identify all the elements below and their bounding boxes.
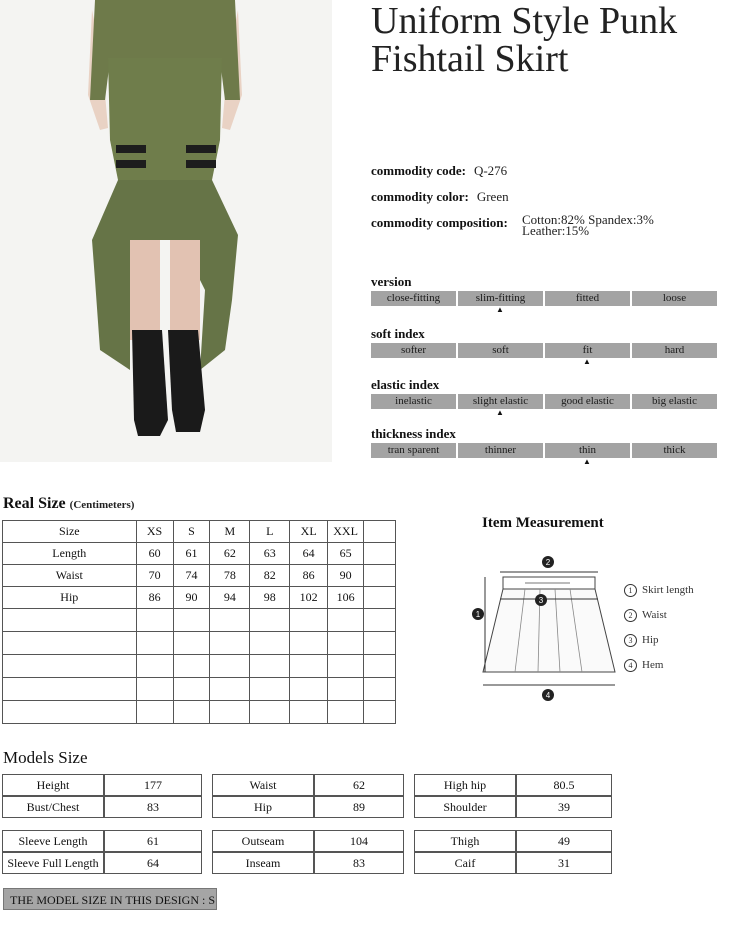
soft-index-label: soft index: [371, 326, 425, 341]
soft-index-option: soft: [458, 343, 543, 358]
real-size-cell: [328, 655, 364, 678]
thickness-index-option: thinner: [458, 443, 543, 458]
measurement-legend: [624, 578, 694, 678]
real-size-cell: [173, 609, 210, 632]
version-bar: [371, 291, 717, 306]
models-table-1: [2, 774, 612, 818]
real-size-cell: [328, 609, 364, 632]
real-size-row: [3, 543, 396, 565]
real-size-cell: 64: [290, 543, 328, 565]
models-key-cell: Outseam: [212, 830, 314, 852]
models-table-2: [2, 830, 612, 874]
real-size-heading: [3, 495, 134, 513]
real-size-cell: 60: [136, 543, 173, 565]
models-key-cell: Caif: [414, 852, 516, 874]
models-gap: [202, 830, 212, 852]
real-size-cell: 106: [328, 587, 364, 609]
real-size-cell: [210, 609, 250, 632]
marker-3-label: 3: [538, 596, 544, 605]
soft-index-marker-icon: ▲: [583, 357, 591, 366]
real-size-cell: [3, 701, 137, 724]
models-value-cell: 61: [104, 830, 202, 852]
models-key-cell: Bust/Chest: [2, 796, 104, 818]
skirt-model-illustration: [0, 0, 332, 462]
models-gap: [202, 852, 212, 874]
real-size-cell: [3, 609, 137, 632]
marker-4-label: 4: [545, 691, 551, 700]
real-size-cell: Waist: [3, 565, 137, 587]
real-size-cell: [3, 678, 137, 701]
models-gap: [404, 830, 414, 852]
real-size-cell: 86: [290, 565, 328, 587]
real-size-cell: Length: [3, 543, 137, 565]
product-title-line1: Uniform Style Punk: [371, 0, 678, 42]
real-size-cell: 78: [210, 565, 250, 587]
commodity-color-row: [371, 188, 509, 206]
legend-item: [624, 603, 694, 628]
models-key-cell: Sleeve Length: [2, 830, 104, 852]
commodity-composition-label: commodity composition:: [371, 215, 508, 230]
real-size-header-cell: Size: [3, 521, 137, 543]
real-size-cell: [250, 632, 290, 655]
real-size-cell: [173, 678, 210, 701]
real-size-cell: [328, 701, 364, 724]
legend-item: [624, 653, 694, 678]
real-size-row: [3, 701, 396, 724]
commodity-composition-value: [522, 214, 654, 236]
commodity-code-value: Q-276: [473, 163, 508, 178]
models-gap: [404, 796, 414, 818]
real-size-unit: (Centimeters): [69, 499, 135, 511]
real-size-cell: 62: [210, 543, 250, 565]
thickness-index-option: tran sparent: [371, 443, 456, 458]
real-size-header-row: [3, 521, 396, 543]
legend-number: 1: [624, 584, 637, 597]
real-size-row: [3, 678, 396, 701]
marker-2-label: 2: [545, 558, 551, 567]
soft-index-option: fit: [545, 343, 630, 358]
models-row: [2, 774, 612, 796]
elastic-index-marker-icon: ▲: [496, 408, 504, 417]
real-size-cell: [290, 632, 328, 655]
real-size-header-cell: L: [250, 521, 290, 543]
real-size-cell: [173, 701, 210, 724]
commodity-color-label: commodity color:: [371, 189, 469, 204]
real-size-cell: [364, 701, 396, 724]
elastic-index-label: elastic index: [371, 377, 440, 392]
thickness-index-option: thick: [632, 443, 717, 458]
real-size-row: [3, 632, 396, 655]
legend-item: [624, 628, 694, 653]
legend-number: 2: [624, 609, 637, 622]
models-value-cell: 39: [516, 796, 612, 818]
skirt-diagram: [470, 552, 620, 702]
real-size-cell: 63: [250, 543, 290, 565]
models-value-cell: 31: [516, 852, 612, 874]
models-value-cell: 64: [104, 852, 202, 874]
real-size-header-cell: M: [210, 521, 250, 543]
commodity-code-label: commodity code:: [371, 163, 466, 178]
product-title-line2: Fishtail Skirt: [371, 38, 569, 80]
real-size-row: [3, 609, 396, 632]
models-key-cell: Shoulder: [414, 796, 516, 818]
product-title: [371, 2, 677, 78]
real-size-cell: [364, 565, 396, 587]
real-size-header-cell: XL: [290, 521, 328, 543]
legend-label: Hem: [642, 659, 664, 671]
thickness-index-label: thickness index: [371, 426, 456, 441]
legend-number: 3: [624, 634, 637, 647]
version-option: slim-fitting: [458, 291, 543, 306]
models-key-cell: Hip: [212, 796, 314, 818]
product-photo: [0, 0, 332, 462]
real-size-cell: 90: [328, 565, 364, 587]
models-value-cell: 80.5: [516, 774, 612, 796]
real-size-cell: [210, 655, 250, 678]
real-size-cell: [328, 632, 364, 655]
real-size-cell: [364, 587, 396, 609]
models-value-cell: 49: [516, 830, 612, 852]
models-key-cell: Thigh: [414, 830, 516, 852]
real-size-cell: [290, 609, 328, 632]
real-size-cell: [136, 655, 173, 678]
legend-label: Skirt length: [642, 584, 694, 596]
real-size-cell: [364, 609, 396, 632]
models-key-cell: Sleeve Full Length: [2, 852, 104, 874]
real-size-cell: 65: [328, 543, 364, 565]
version-option: fitted: [545, 291, 630, 306]
real-size-cell: [136, 609, 173, 632]
real-size-cell: [3, 632, 137, 655]
legend-label: Hip: [642, 634, 659, 646]
thickness-index-bar: [371, 443, 717, 458]
models-value-cell: 83: [314, 852, 404, 874]
real-size-cell: [250, 609, 290, 632]
real-size-cell: [173, 655, 210, 678]
models-value-cell: 62: [314, 774, 404, 796]
real-size-cell: [290, 678, 328, 701]
real-size-cell: [328, 678, 364, 701]
real-size-cell: 61: [173, 543, 210, 565]
models-key-cell: Height: [2, 774, 104, 796]
real-size-cell: [210, 632, 250, 655]
soft-index-bar: [371, 343, 717, 358]
model-size-note: THE MODEL SIZE IN THIS DESIGN : S: [3, 888, 217, 910]
version-label: version: [371, 274, 412, 289]
models-gap: [404, 774, 414, 796]
elastic-index-option: slight elastic: [458, 394, 543, 409]
real-size-cell: [136, 678, 173, 701]
commodity-color-value: Green: [476, 189, 509, 204]
thickness-index-option: thin: [545, 443, 630, 458]
real-size-cell: [3, 655, 137, 678]
real-size-cell: [290, 701, 328, 724]
legend-item: [624, 578, 694, 603]
models-value-cell: 89: [314, 796, 404, 818]
real-size-row: [3, 587, 396, 609]
real-size-cell: 82: [250, 565, 290, 587]
models-gap: [404, 852, 414, 874]
real-size-header-cell: [364, 521, 396, 543]
thickness-index-marker-icon: ▲: [583, 457, 591, 466]
commodity-composition-row: [371, 214, 508, 232]
models-gap: [202, 796, 212, 818]
real-size-cell: [250, 701, 290, 724]
models-row: [2, 796, 612, 818]
item-measurement-title: Item Measurement: [482, 515, 604, 531]
real-size-cell: 90: [173, 587, 210, 609]
models-value-cell: 177: [104, 774, 202, 796]
version-option: loose: [632, 291, 717, 306]
real-size-cell: 70: [136, 565, 173, 587]
real-size-cell: [173, 632, 210, 655]
real-size-header-cell: XS: [136, 521, 173, 543]
real-size-cell: Hip: [3, 587, 137, 609]
commodity-code-row: [371, 162, 507, 180]
real-size-cell: [136, 632, 173, 655]
real-size-cell: [364, 655, 396, 678]
version-marker-icon: ▲: [496, 305, 504, 314]
elastic-index-option: big elastic: [632, 394, 717, 409]
soft-index-option: softer: [371, 343, 456, 358]
real-size-cell: 94: [210, 587, 250, 609]
real-size-title: Real Size: [3, 495, 66, 512]
models-value-cell: 83: [104, 796, 202, 818]
models-row: [2, 830, 612, 852]
real-size-row: [3, 655, 396, 678]
models-gap: [202, 774, 212, 796]
real-size-cell: [364, 543, 396, 565]
models-row: [2, 852, 612, 874]
models-key-cell: Inseam: [212, 852, 314, 874]
real-size-cell: [364, 632, 396, 655]
models-value-cell: 104: [314, 830, 404, 852]
models-key-cell: Waist: [212, 774, 314, 796]
real-size-cell: [250, 655, 290, 678]
elastic-index-bar: [371, 394, 717, 409]
real-size-cell: 98: [250, 587, 290, 609]
real-size-cell: [250, 678, 290, 701]
real-size-cell: 86: [136, 587, 173, 609]
real-size-header-cell: S: [173, 521, 210, 543]
real-size-cell: [364, 678, 396, 701]
elastic-index-option: inelastic: [371, 394, 456, 409]
real-size-cell: [210, 678, 250, 701]
real-size-cell: [290, 655, 328, 678]
legend-number: 4: [624, 659, 637, 672]
models-key-cell: High hip: [414, 774, 516, 796]
composition-line1: Cotton:82% Spandex:3%: [522, 212, 654, 227]
real-size-header-cell: XXL: [328, 521, 364, 543]
version-option: close-fitting: [371, 291, 456, 306]
real-size-row: [3, 565, 396, 587]
real-size-cell: [210, 701, 250, 724]
composition-line2: Leather:15%: [522, 223, 590, 238]
real-size-cell: 102: [290, 587, 328, 609]
real-size-cell: [136, 701, 173, 724]
real-size-table: [2, 520, 396, 724]
models-size-title: Models Size: [3, 748, 88, 767]
elastic-index-option: good elastic: [545, 394, 630, 409]
soft-index-option: hard: [632, 343, 717, 358]
legend-label: Waist: [642, 609, 667, 621]
marker-1-label: 1: [475, 610, 481, 619]
real-size-cell: 74: [173, 565, 210, 587]
